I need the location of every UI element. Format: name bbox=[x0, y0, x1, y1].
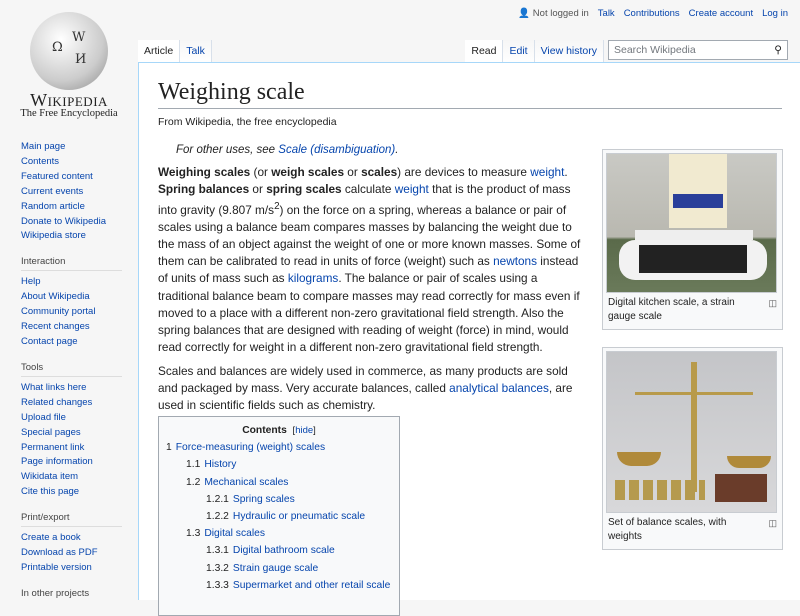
toc-number: 1.2 bbox=[186, 476, 201, 488]
text: . The balance or pair of scales using a traditional balance beam to compare masses may read correctly for mass even if moved to a place with a different non-zero gravitational field strength. Also the spring balances that are designed with reading of weight (force) in mind, would read correctly for weight in a different non-zero gravitational field strength. bbox=[158, 271, 580, 354]
toc-list bbox=[166, 439, 392, 594]
sidebar-item-random[interactable]: Random article bbox=[21, 200, 85, 212]
bold-term: Weighing scales bbox=[158, 165, 251, 179]
sidebar-item-cite[interactable]: Cite this page bbox=[21, 486, 80, 498]
analytical-balances-link[interactable]: analytical balances bbox=[449, 381, 549, 396]
kitchen-scale-image[interactable] bbox=[606, 153, 777, 293]
caption-text: Digital kitchen scale, a strain gauge scale bbox=[608, 297, 735, 322]
text: or bbox=[344, 165, 362, 179]
tab-view-history[interactable]: View history bbox=[535, 40, 604, 63]
sidebar-item-contact[interactable]: Contact page bbox=[21, 335, 78, 347]
table-of-contents bbox=[158, 416, 400, 616]
text: Scales and balances are widely used in commerce, as many products are sold and packaged by mass. Very accurate balances, called bbox=[158, 363, 568, 396]
puzzle-globe-icon: Ω W И bbox=[30, 12, 108, 90]
search-input[interactable] bbox=[608, 40, 788, 60]
hatnote-end: . bbox=[395, 144, 399, 156]
newtons-link[interactable]: newtons bbox=[493, 254, 538, 269]
toc-item[interactable] bbox=[166, 491, 392, 508]
toc-header: Contents [hide] bbox=[242, 425, 316, 436]
toc-number: 1 bbox=[166, 442, 172, 454]
logo-tagline: The Free Encyclopedia bbox=[20, 108, 118, 119]
sidebar-item-download-pdf[interactable]: Download as PDF bbox=[21, 547, 98, 559]
toc-link[interactable]: Force-measuring (weight) scales bbox=[175, 442, 326, 454]
view-tabs bbox=[465, 40, 800, 63]
tab-read[interactable]: Read bbox=[465, 40, 503, 63]
sidebar-item-what-links-here[interactable]: What links here bbox=[21, 381, 87, 393]
caption-text: Set of balance scales, with weights bbox=[608, 517, 727, 542]
sidebar-item-about[interactable]: About Wikipedia bbox=[21, 291, 90, 303]
paragraph-2 bbox=[158, 363, 586, 414]
toc-link[interactable]: Digital scales bbox=[204, 528, 265, 540]
toc-item[interactable] bbox=[166, 560, 392, 577]
text: . bbox=[564, 165, 568, 179]
hatnote bbox=[176, 144, 398, 156]
toc-link[interactable]: Hydraulic or pneumatic scale bbox=[232, 511, 366, 523]
toc-link[interactable]: Digital bathroom scale bbox=[232, 545, 335, 557]
toc-number: 1.3.2 bbox=[206, 562, 229, 574]
bold-term: weigh scales bbox=[271, 165, 345, 179]
toc-item[interactable] bbox=[166, 474, 392, 491]
sidebar-item-current-events[interactable]: Current events bbox=[21, 185, 84, 197]
bold-term: scales bbox=[361, 165, 398, 179]
superscript: 2 bbox=[274, 201, 280, 213]
sidebar-item-main-page[interactable]: Main page bbox=[21, 141, 66, 152]
sidebar-item-community[interactable]: Community portal bbox=[21, 306, 96, 318]
tools-portal bbox=[0, 362, 138, 500]
magnify-icon[interactable]: ◫ bbox=[768, 518, 777, 528]
weight-link[interactable]: weight bbox=[530, 165, 565, 179]
wikipedia-logo[interactable] bbox=[0, 0, 138, 130]
sidebar-item-printable[interactable]: Printable version bbox=[21, 561, 92, 573]
thumbnail-kitchen-scale bbox=[602, 149, 783, 330]
toc-item[interactable] bbox=[166, 439, 392, 456]
namespace-tabs bbox=[138, 40, 212, 63]
sidebar-item-upload[interactable]: Upload file bbox=[21, 411, 66, 423]
toc-link[interactable]: Spring scales bbox=[232, 493, 295, 505]
print-heading: Print/export bbox=[21, 512, 122, 527]
create-account-link[interactable]: Create account bbox=[688, 8, 754, 19]
sidebar-item-special-pages[interactable]: Special pages bbox=[21, 426, 81, 438]
interaction-portal bbox=[0, 256, 138, 350]
text: calculate bbox=[341, 182, 395, 197]
kilograms-link[interactable]: kilograms bbox=[287, 271, 339, 286]
hatnote-text: For other uses, see bbox=[176, 144, 279, 156]
text: ) on the force on a spring, whereas a balance or pair of scales using a balance beam compares masses by balancing the weight due to the mass of an object against the weight of one or more known masses. Some of them can be calibrated to read in units of force (weight) such as bbox=[158, 203, 581, 269]
balance-scale-image[interactable] bbox=[606, 351, 777, 513]
toc-link[interactable]: History bbox=[204, 459, 237, 471]
site-sub: From Wikipedia, the free encyclopedia bbox=[158, 116, 337, 128]
toc-number: 1.2.2 bbox=[206, 511, 229, 523]
article-body bbox=[158, 164, 586, 421]
disambiguation-link[interactable]: Scale (disambiguation) bbox=[278, 144, 396, 156]
toc-title: Contents bbox=[242, 425, 287, 436]
print-portal bbox=[0, 512, 138, 576]
bold-term: Spring balances bbox=[158, 182, 250, 197]
content bbox=[138, 62, 800, 600]
sidebar-item-wikidata[interactable]: Wikidata item bbox=[21, 471, 79, 483]
sidebar-item-recent-changes[interactable]: Recent changes bbox=[21, 321, 90, 333]
interaction-heading: Interaction bbox=[21, 256, 122, 271]
personal-tools bbox=[518, 8, 788, 19]
text: ) are devices to measure bbox=[397, 165, 531, 179]
sidebar-item-create-book[interactable]: Create a book bbox=[21, 532, 81, 544]
text: (or bbox=[250, 165, 272, 179]
toc-link[interactable]: Supermarket and other retail scale bbox=[232, 579, 391, 591]
text: , are used in scientific fields such as chemistry. bbox=[158, 381, 573, 413]
caption bbox=[606, 513, 779, 546]
toc-item[interactable] bbox=[166, 508, 392, 525]
toc-item[interactable] bbox=[166, 525, 392, 542]
sidebar-item-contents[interactable]: Contents bbox=[21, 155, 60, 167]
personal-talk-link[interactable]: Talk bbox=[597, 8, 615, 19]
tab-article[interactable]: Article bbox=[138, 40, 180, 63]
text: instead of units of mass such as bbox=[158, 254, 579, 286]
tab-edit[interactable]: Edit bbox=[503, 40, 534, 63]
sidebar bbox=[0, 140, 138, 614]
bold-term: spring scales bbox=[266, 182, 342, 197]
sidebar-item-help[interactable]: Help bbox=[21, 276, 41, 288]
thumbnail-balance-scale bbox=[602, 347, 783, 550]
toc-item[interactable] bbox=[166, 542, 392, 559]
navigation-portal bbox=[0, 140, 138, 244]
not-logged-in: 👤 Not logged in bbox=[518, 8, 589, 19]
weight-link[interactable]: weight bbox=[394, 182, 429, 197]
toc-number: 1.3 bbox=[186, 528, 201, 540]
toc-number: 1.3.3 bbox=[206, 579, 229, 591]
other-projects-heading: In other projects bbox=[21, 587, 90, 599]
log-in-link[interactable]: Log in bbox=[762, 8, 788, 19]
wordmark: Wikipedia bbox=[30, 90, 108, 110]
tools-heading: Tools bbox=[21, 362, 122, 377]
toc-link[interactable]: Strain gauge scale bbox=[232, 562, 319, 574]
sidebar-item-permanent-link[interactable]: Permanent link bbox=[21, 441, 85, 453]
caption bbox=[606, 293, 779, 326]
sidebar-item-page-info[interactable]: Page information bbox=[21, 456, 93, 468]
text: that is the product of mass into gravity (9.807 m/s bbox=[158, 182, 571, 218]
text: or bbox=[249, 182, 267, 197]
search-placeholder: Search Wikipedia bbox=[614, 44, 696, 56]
toc-number: 1.3.1 bbox=[206, 545, 229, 557]
contributions-link[interactable]: Contributions bbox=[623, 8, 680, 19]
toc-hide-toggle[interactable]: hide bbox=[295, 425, 314, 436]
paragraph-1 bbox=[158, 164, 586, 356]
sidebar-item-donate[interactable]: Donate to Wikipedia bbox=[21, 215, 107, 227]
toc-number: 1.2.1 bbox=[206, 493, 229, 505]
page-title: Weighing scale bbox=[158, 79, 782, 109]
sidebar-item-featured[interactable]: Featured content bbox=[21, 170, 93, 182]
magnify-icon[interactable]: ◫ bbox=[768, 298, 777, 308]
toc-item[interactable] bbox=[166, 577, 392, 594]
sidebar-item-store[interactable]: Wikipedia store bbox=[21, 230, 86, 242]
toc-number: 1.1 bbox=[186, 459, 201, 471]
sidebar-item-related-changes[interactable]: Related changes bbox=[21, 396, 93, 408]
toc-link[interactable]: Mechanical scales bbox=[204, 476, 289, 488]
tab-talk[interactable]: Talk bbox=[180, 40, 212, 63]
toc-item[interactable] bbox=[166, 456, 392, 473]
search-icon[interactable]: ⚲ bbox=[774, 44, 782, 56]
